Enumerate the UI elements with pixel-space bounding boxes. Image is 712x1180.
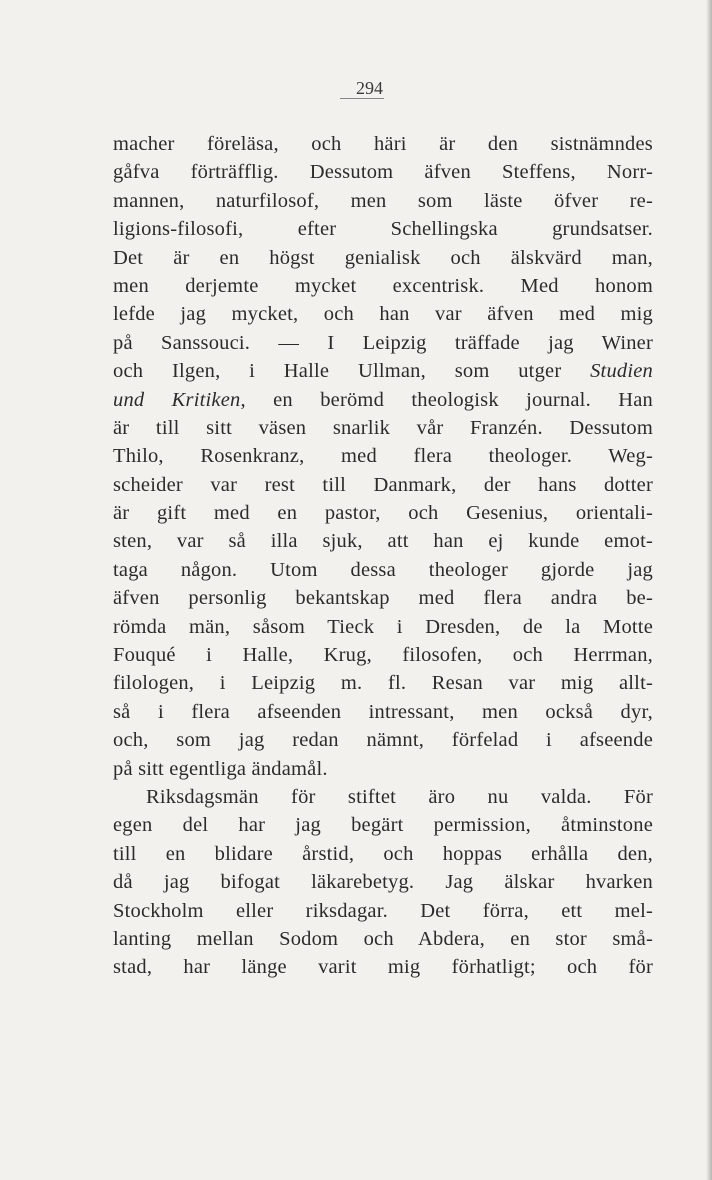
body-text bbox=[113, 130, 653, 982]
text-line: då jag bifogat läkarebetyg. Jag älskar hvarken bbox=[113, 871, 653, 894]
text-line: Stockholm eller riksdagar. Det förra, ett mel- bbox=[113, 899, 653, 922]
page-edge-shadow bbox=[706, 0, 712, 1180]
text-line: stad, har länge varit mig förhatligt; och för bbox=[113, 956, 653, 979]
text-line: äfven personlig bekantskap med flera andra be- bbox=[113, 587, 653, 610]
text-line: på Sanssouci. — I Leipzig träffade jag Winer bbox=[113, 331, 653, 354]
text-span: , en berömd theologisk journal. Han bbox=[240, 388, 653, 411]
page-number-underline bbox=[340, 98, 384, 99]
text-line-with-italic bbox=[113, 357, 653, 385]
text-line-with-italic bbox=[113, 386, 653, 414]
text-line: så i flera afseenden intressant, men också dyr, bbox=[113, 700, 653, 723]
text-line-paragraph-end: på sitt egentliga ändamål. bbox=[113, 757, 328, 780]
text-line: men derjemte mycket excentrisk. Med honom bbox=[113, 274, 653, 297]
text-line: filologen, i Leipzig m. fl. Resan var mig allt- bbox=[113, 672, 653, 695]
text-line: till en blidare årstid, och hoppas erhålla den, bbox=[113, 842, 653, 865]
text-line: är till sitt väsen snarlik vår Franzén. Dessutom bbox=[113, 416, 653, 439]
text-span: och Ilgen, i Halle Ullman, som utger bbox=[113, 360, 591, 383]
text-line: lanting mellan Sodom och Abdera, en stor små- bbox=[113, 927, 653, 950]
text-line: Fouqué i Halle, Krug, filosofen, och Herrman, bbox=[113, 644, 653, 667]
text-line: gåfva förträfflig. Dessutom äfven Steffens, Norr- bbox=[113, 161, 653, 184]
text-line: ligions-filosofi, efter Schellingska grundsatser. bbox=[113, 218, 653, 241]
italic-title-span: und Kritiken bbox=[113, 388, 241, 411]
text-line: lefde jag mycket, och han var äfven med mig bbox=[113, 303, 653, 326]
text-line: Det är en högst genialisk och älskvärd man, bbox=[113, 246, 653, 269]
text-line: Thilo, Rosenkranz, med flera theologer. Weg- bbox=[113, 445, 653, 468]
text-line: taga någon. Utom dessa theologer gjorde jag bbox=[113, 558, 653, 581]
page-number: 294 bbox=[356, 78, 383, 98]
text-line: och, som jag redan nämnt, förfelad i afseende bbox=[113, 729, 653, 752]
text-line: mannen, naturfilosof, men som läste öfver re- bbox=[113, 189, 653, 212]
text-line: scheider var rest till Danmark, der hans dotter bbox=[113, 473, 653, 496]
italic-title-span: Studien bbox=[590, 360, 653, 383]
text-line-paragraph-start: Riksdagsmän för stiftet äro nu valda. För bbox=[146, 785, 653, 808]
text-line: sten, var så illa sjuk, att han ej kunde emot- bbox=[113, 530, 653, 553]
text-line: egen del har jag begärt permission, åtminstone bbox=[113, 814, 653, 837]
text-line: römda män, såsom Tieck i Dresden, de la Motte bbox=[113, 615, 653, 638]
text-line: är gift med en pastor, och Gesenius, orientali- bbox=[113, 502, 653, 525]
text-line: macher föreläsa, och häri är den sistnämndes bbox=[113, 133, 653, 155]
